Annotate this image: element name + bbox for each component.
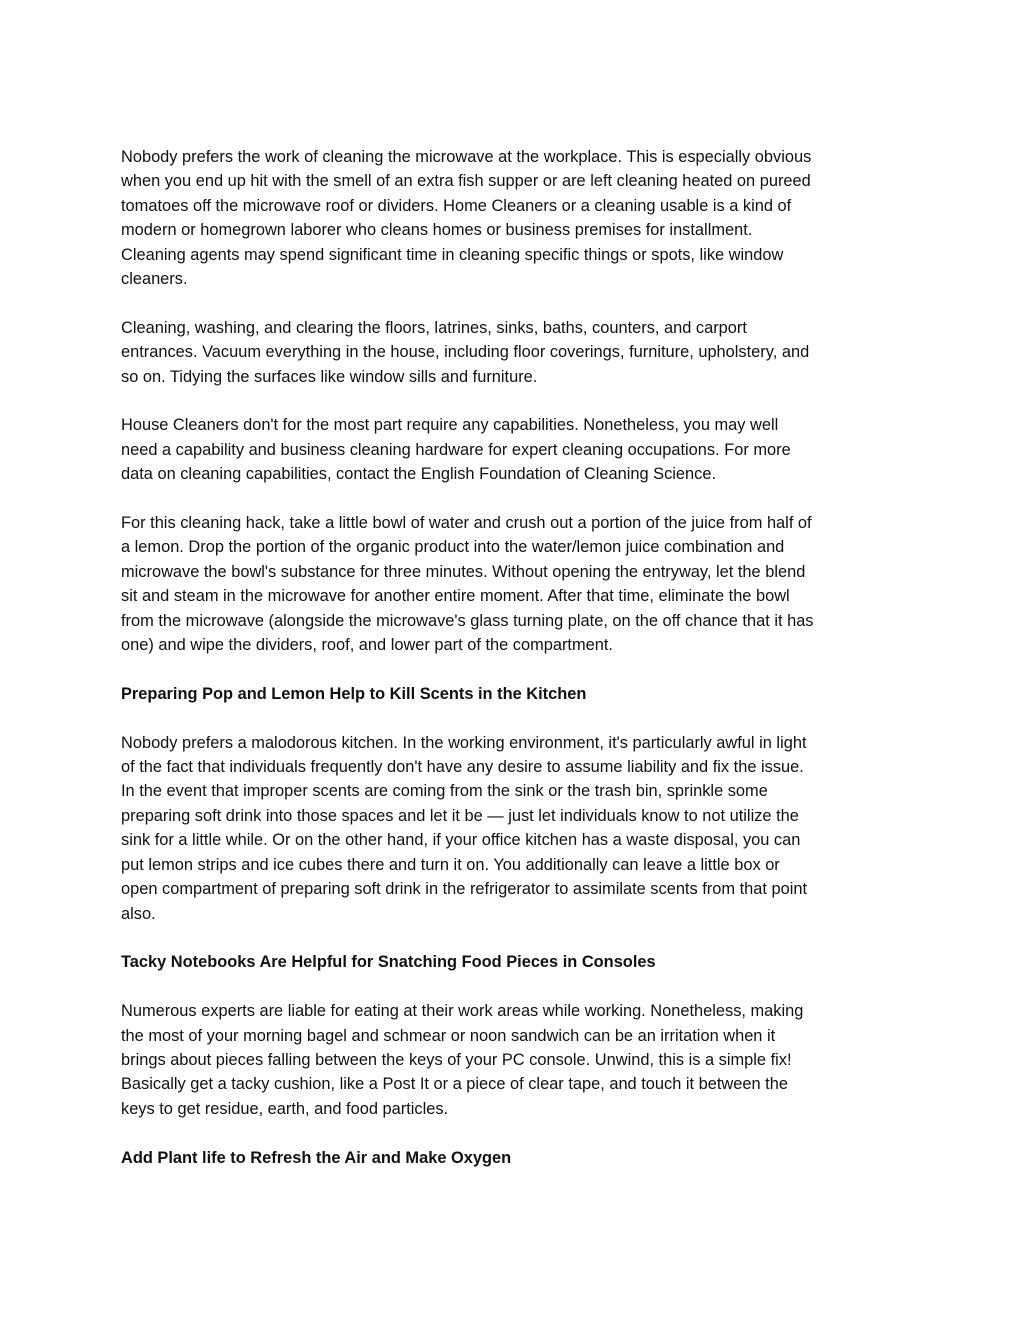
paragraph-keyboard-crumbs xyxy=(121,999,911,1121)
paragraph-lemon-hack xyxy=(121,511,911,657)
paragraph-cleaning-tasks xyxy=(121,316,911,389)
text-line: so on. Tidying the surfaces like window sills and furniture. xyxy=(121,367,538,386)
text-line: Basically get a tacky cushion, like a Post It or a piece of clear tape, and touch it between the xyxy=(121,1075,788,1094)
text-line: a lemon. Drop the portion of the organic product into the water/lemon juice combination and xyxy=(121,538,785,557)
text-line: put lemon strips and ice cubes there and turn it on. You additionally can leave a little box or xyxy=(121,855,780,874)
text-line: brings about pieces falling between the keys of your PC console. Unwind, this is a simple fix! xyxy=(121,1050,792,1069)
section-heading: Add Plant life to Refresh the Air and Make Oxygen xyxy=(121,1148,512,1167)
text-line: open compartment of preparing soft drink in the refrigerator to assimilate scents from that point xyxy=(121,880,808,899)
text-line: For this cleaning hack, take a little bowl of water and crush out a portion of the juice from half of xyxy=(121,514,812,533)
text-line: from the microwave (alongside the microwave's glass turning plate, on the off chance that it has xyxy=(121,611,814,630)
text-line: cleaners. xyxy=(121,270,188,289)
text-line: modern or homegrown laborer who cleans homes or business premises for installment. xyxy=(121,221,753,240)
paragraph-kitchen-scents xyxy=(121,731,911,926)
text-line: microwave the bowl's substance for three minutes. Without opening the entryway, let the blend xyxy=(121,562,806,581)
text-line: keys to get residue, earth, and food particles. xyxy=(121,1099,449,1118)
text-line: sit and steam in the microwave for another entire moment. After that time, eliminate the bowl xyxy=(121,587,790,606)
text-line: need a capability and business cleaning hardware for expert cleaning occupations. For more xyxy=(121,440,791,459)
text-line: also. xyxy=(121,904,156,923)
section-heading: Tacky Notebooks Are Helpful for Snatching Food Pieces in Consoles xyxy=(121,953,656,972)
section-heading: Preparing Pop and Lemon Help to Kill Scents in the Kitchen xyxy=(121,684,587,703)
text-line: when you end up hit with the smell of an extra fish supper or are left cleaning heated on pureed xyxy=(121,172,811,191)
paragraph-microwave-intro xyxy=(121,145,911,291)
document-page xyxy=(121,145,911,1194)
text-line: Numerous experts are liable for eating at their work areas while working. Nonetheless, making xyxy=(121,1002,804,1021)
text-line: one) and wipe the dividers, roof, and lower part of the compartment. xyxy=(121,636,613,655)
text-line: the most of your morning bagel and schmear or noon sandwich can be an irritation when it xyxy=(121,1026,776,1045)
text-line: tomatoes off the microwave roof or dividers. Home Cleaners or a cleaning usable is a kind of xyxy=(121,196,792,215)
text-line: House Cleaners don't for the most part require any capabilities. Nonetheless, you may well xyxy=(121,416,779,435)
text-line: Cleaning, washing, and clearing the floors, latrines, sinks, baths, counters, and carport xyxy=(121,318,747,337)
text-line: In the event that improper scents are coming from the sink or the trash bin, sprinkle some xyxy=(121,782,768,801)
text-line: Nobody prefers the work of cleaning the microwave at the workplace. This is especially obvious xyxy=(121,148,812,166)
text-line: sink for a little while. Or on the other hand, if your office kitchen has a waste disposal, you can xyxy=(121,831,801,850)
text-line: of the fact that individuals frequently don't have any desire to assume liability and fix the issue. xyxy=(121,758,804,777)
text-line: preparing soft drink into those spaces and let it be — just let individuals know to not utilize the xyxy=(121,806,799,825)
text-line: data on cleaning capabilities, contact the English Foundation of Cleaning Science. xyxy=(121,465,717,484)
text-line: entrances. Vacuum everything in the house, including floor coverings, furniture, upholstery, and xyxy=(121,343,810,362)
text-line: Nobody prefers a malodorous kitchen. In the working environment, it's particularly awful in light xyxy=(121,733,807,752)
paragraph-capabilities xyxy=(121,413,911,486)
text-line: Cleaning agents may spend significant time in cleaning specific things or spots, like window xyxy=(121,245,784,264)
